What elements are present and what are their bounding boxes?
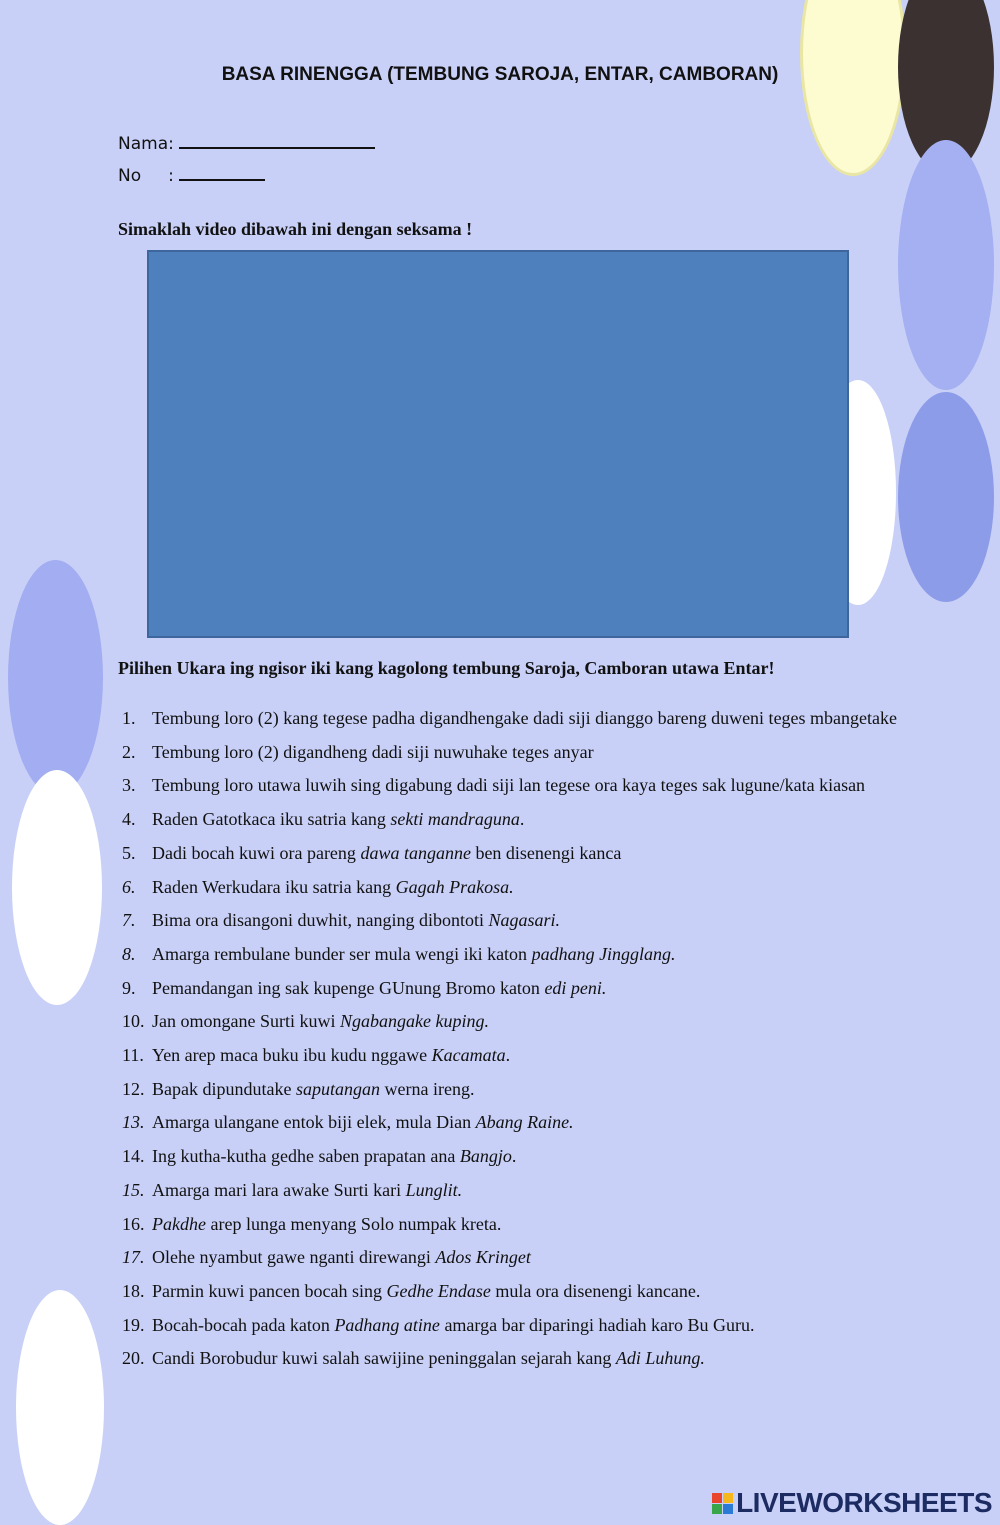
question-text-end: . (505, 1045, 511, 1066)
question-item (118, 769, 898, 803)
question-text-end: ben disenengi kanca (470, 842, 622, 863)
question-text: Parmin kuwi pancen bocah sing (152, 1280, 387, 1301)
question-highlight-phrase: Adi Luhung. (615, 1348, 705, 1369)
question-item (118, 1208, 898, 1242)
question-item (118, 702, 898, 736)
question-highlight-phrase: Gedhe Endase (386, 1280, 491, 1301)
question-highlight-phrase: Abang Raine. (475, 1112, 574, 1133)
question-item (118, 1106, 898, 1140)
question-highlight-phrase: sekti mandraguna (390, 809, 520, 830)
question-number: 12. (122, 1078, 145, 1099)
question-highlight-phrase: Gagah Prakosa. (395, 876, 514, 897)
liveworksheets-logo-icon (712, 1493, 733, 1514)
decor-blue-oval-right-mid (898, 392, 994, 602)
number-field-row (118, 162, 265, 186)
video-player[interactable] (147, 250, 849, 638)
question-highlight-phrase: Ados Kringet (435, 1247, 531, 1268)
question-highlight-phrase: Ngabangake kuping. (339, 1011, 489, 1032)
question-highlight-phrase: Kacamata (431, 1045, 506, 1066)
question-item (118, 837, 898, 871)
question-number: 15. (122, 1179, 145, 1200)
question-item (118, 1005, 898, 1039)
question-number: 19. (122, 1314, 145, 1335)
question-text-end: arep lunga menyang Solo numpak kreta. (205, 1213, 502, 1234)
question-item (118, 803, 898, 837)
question-number: 13. (122, 1112, 145, 1133)
question-text: Candi Borobudur kuwi salah sawijine peninggalan sejarah kang (152, 1348, 616, 1369)
question-instruction: Pilihen Ukara ing ngisor iki kang kagolong tembung Saroja, Camboran utawa Entar! (118, 658, 775, 678)
question-text-end: werna ireng. (379, 1078, 475, 1099)
question-text: Tembung loro (2) digandheng dadi siji nuwuhake teges anyar (152, 741, 594, 762)
question-text-end: mula ora disenengi kancane. (490, 1280, 701, 1301)
question-text: Amarga rembulane bunder ser mula wengi iki katon (152, 943, 532, 964)
question-highlight-phrase: saputangan (295, 1078, 380, 1099)
question-number: 4. (122, 809, 136, 830)
question-highlight-phrase: padhang Jingglang. (531, 943, 676, 964)
question-text: Bocah-bocah pada katon (152, 1314, 335, 1335)
question-text: Ing kutha-kutha gedhe saben prapatan ana (152, 1146, 460, 1167)
liveworksheets-logo (712, 1487, 992, 1519)
question-item (118, 1073, 898, 1107)
decor-white-oval-left-bottom (16, 1290, 104, 1525)
question-item (118, 1140, 898, 1174)
decor-yellow-oval (800, 0, 906, 176)
question-number: 3. (122, 775, 136, 796)
question-item (118, 1241, 898, 1275)
question-text: Jan omongane Surti kuwi (152, 1011, 340, 1032)
question-number: 17. (122, 1247, 145, 1268)
question-number: 9. (122, 977, 136, 998)
question-item (118, 1275, 898, 1309)
question-item (118, 1174, 898, 1208)
question-number: 2. (122, 741, 136, 762)
video-instruction: Simaklah video dibawah ini dengan seksama ! (118, 219, 473, 239)
question-number: 8. (122, 943, 136, 964)
question-highlight-phrase: dawa tanganne (360, 842, 471, 863)
question-item (118, 1342, 898, 1376)
name-input-line[interactable] (179, 130, 375, 149)
question-text: Olehe nyambut gawe nganti direwangi (152, 1247, 436, 1268)
name-label: Nama: (118, 134, 174, 154)
question-item (118, 972, 898, 1006)
question-item (118, 871, 898, 905)
number-input-line[interactable] (179, 162, 265, 181)
question-text: Amarga ulangane entok biji elek, mula Dian (152, 1112, 476, 1133)
question-number: 10. (122, 1011, 145, 1032)
question-text-end: . (511, 1146, 517, 1167)
number-label: No : (118, 166, 174, 186)
question-number: 6. (122, 876, 136, 897)
question-list (118, 702, 898, 1376)
question-highlight-phrase: Nagasari. (488, 910, 561, 931)
question-number: 20. (122, 1348, 145, 1369)
question-number: 7. (122, 910, 136, 931)
liveworksheets-logo-text: LIVEWORKSHEETS (736, 1487, 992, 1518)
question-item (118, 736, 898, 770)
question-number: 16. (122, 1213, 145, 1234)
question-item (118, 1309, 898, 1343)
question-text: Bima ora disangoni duwhit, nanging dibontoti (152, 910, 489, 931)
decor-white-oval-left-top (12, 770, 102, 1005)
name-field-row (118, 130, 375, 154)
question-highlight-phrase: Padhang atine (334, 1314, 440, 1335)
question-highlight-phrase: Lunglit. (405, 1179, 463, 1200)
worksheet-title: BASA RINENGGA (TEMBUNG SAROJA, ENTAR, CAMBORAN) (221, 64, 779, 85)
question-text: Raden Gatotkaca iku satria kang (152, 809, 391, 830)
question-text: Dadi bocah kuwi ora pareng (152, 842, 361, 863)
question-number: 11. (122, 1045, 144, 1066)
question-highlight-phrase: Pakdhe (152, 1213, 206, 1234)
question-number: 14. (122, 1146, 145, 1167)
question-number: 18. (122, 1280, 145, 1301)
question-item (118, 1039, 898, 1073)
question-text-end: . (519, 809, 525, 830)
question-item (118, 904, 898, 938)
question-number: 1. (122, 708, 136, 728)
question-text-end: amarga bar diparingi hadiah karo Bu Guru. (439, 1314, 755, 1335)
question-text: Raden Werkudara iku satria kang (152, 876, 396, 897)
question-text: Yen arep maca buku ibu kudu nggawe (152, 1045, 432, 1066)
decor-blue-oval-right-top (898, 140, 994, 390)
question-text: Tembung loro (2) kang tegese padha digandhengake dadi siji dianggo bareng duweni teges mbangetake (152, 708, 898, 728)
question-highlight-phrase: edi peni. (544, 977, 607, 998)
decor-blue-oval-left (8, 560, 103, 795)
question-highlight-phrase: Bangjo (459, 1146, 512, 1167)
question-item (118, 938, 898, 972)
question-text: Amarga mari lara awake Surti kari (152, 1179, 406, 1200)
question-number: 5. (122, 842, 136, 863)
question-text: Bapak dipundutake (152, 1078, 296, 1099)
question-text: Tembung loro utawa luwih sing digabung dadi siji lan tegese ora kaya teges sak lugune/kata kiasan (152, 775, 866, 796)
question-text: Pemandangan ing sak kupenge GUnung Bromo katon (152, 977, 545, 998)
